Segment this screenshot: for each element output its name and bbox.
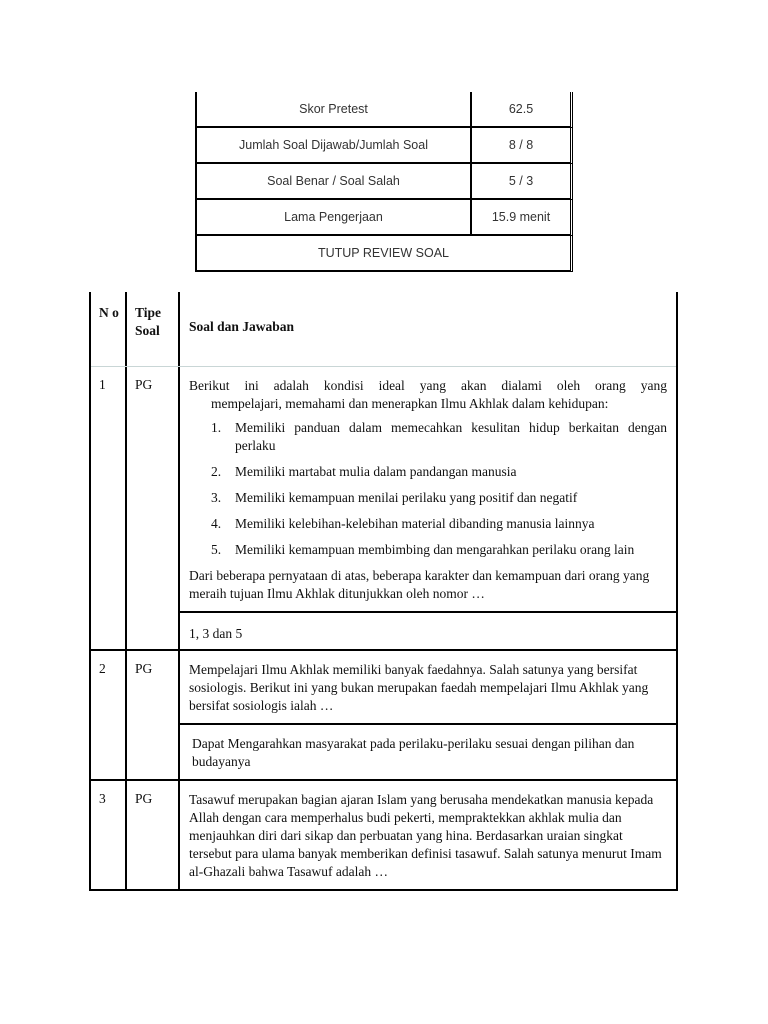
table-header: [91, 292, 676, 367]
summary-value: 5 / 3: [508, 174, 534, 188]
answer-text: Dapat Mengarahkan masyarakat pada perilaku-perilaku sesuai dengan pilihan dan budayanya: [180, 723, 676, 779]
question-cell: [180, 651, 676, 779]
summary-value: 15.9 menit: [491, 210, 551, 224]
summary-label: Lama Pengerjaan: [197, 200, 472, 234]
question-body: [180, 367, 676, 611]
question-number: 2: [91, 651, 127, 779]
summary-row-answered: [195, 128, 573, 164]
header-tipe: Tipe Soal: [127, 292, 180, 366]
table-row: [91, 367, 676, 651]
option-number: 2.: [211, 464, 222, 479]
summary-label: Soal Benar / Soal Salah: [197, 164, 472, 198]
option-list: [189, 419, 667, 559]
option-number: 4.: [211, 516, 222, 531]
question-text: Dari beberapa pernyataan di atas, beberapa karakter dan kemampuan dari orang yang meraih tujuan Ilmu Akhlak ditunjukkan oleh nomor …: [189, 568, 650, 601]
list-item: [211, 541, 667, 559]
list-item: [211, 463, 667, 481]
option-number: 5.: [211, 542, 222, 557]
option-text: Memiliki kemampuan membimbing dan mengarahkan perilaku orang lain: [235, 542, 635, 557]
answer-text: 1, 3 dan 5: [180, 611, 676, 649]
list-item: [211, 515, 667, 533]
summary-row-duration: [195, 200, 573, 236]
header-soal: Soal dan Jawaban: [189, 319, 295, 334]
summary-value: 8 / 8: [508, 138, 534, 152]
option-number: 1.: [211, 420, 222, 435]
summary-row-correct: [195, 164, 573, 200]
header-no: N o: [91, 292, 127, 366]
question-number: 3: [91, 781, 127, 889]
list-item: [211, 419, 667, 455]
question-intro-cont: mempelajari, memahami dan menerapkan Ilmu Akhlak dalam kehidupan:: [211, 396, 609, 411]
option-text: Memiliki kelebihan-kelebihan material dibanding manusia lainnya: [235, 516, 595, 531]
option-text: Memiliki panduan dalam memecahkan kesulitan hidup berkaitan dengan perlaku: [235, 420, 667, 453]
list-item: [211, 489, 667, 507]
table-row: [91, 781, 676, 891]
table-row: [91, 651, 676, 781]
close-review-row: [195, 236, 573, 272]
question-table: [89, 292, 678, 891]
question-type: PG: [127, 367, 180, 649]
summary-table: [195, 92, 573, 272]
question-number: 1: [91, 367, 127, 649]
option-text: Memiliki kemampuan menilai perilaku yang positif dan negatif: [235, 490, 578, 505]
question-cell: [180, 367, 676, 649]
close-review-button[interactable]: TUTUP REVIEW SOAL: [317, 246, 450, 260]
question-text: Mempelajari Ilmu Akhlak memiliki banyak faedahnya. Salah satunya yang bersifat sosiologis. Berikut ini yang bukan merupakan faedah mempelajari Ilmu Akhlak yang bersifat sosiologis ialah …: [189, 662, 649, 713]
question-cell: [180, 781, 676, 889]
summary-label: Skor Pretest: [197, 92, 472, 126]
summary-row-score: [195, 92, 573, 128]
question-type: PG: [127, 651, 180, 779]
question-type: PG: [127, 781, 180, 889]
summary-value: 62.5: [508, 102, 534, 116]
summary-label: Jumlah Soal Dijawab/Jumlah Soal: [197, 128, 472, 162]
question-intro: Berikut ini adalah kondisi ideal yang akan dialami oleh orang yang: [189, 378, 667, 393]
option-number: 3.: [211, 490, 222, 505]
option-text: Memiliki martabat mulia dalam pandangan manusia: [235, 464, 517, 479]
question-text: Tasawuf merupakan bagian ajaran Islam yang berusaha mendekatkan manusia kepada Allah dengan cara memperhalus budi pekerti, mempraktekkan akhlak mulia dan menjauhkan diri dari sikap dan perbuatan yang hina. Berdasarkan uraian singkat tersebut para ulama banyak memberikan definisi tasawuf. Salah satunya menurut Imam al-Ghazali bahwa Tasawuf adalah …: [189, 792, 662, 879]
